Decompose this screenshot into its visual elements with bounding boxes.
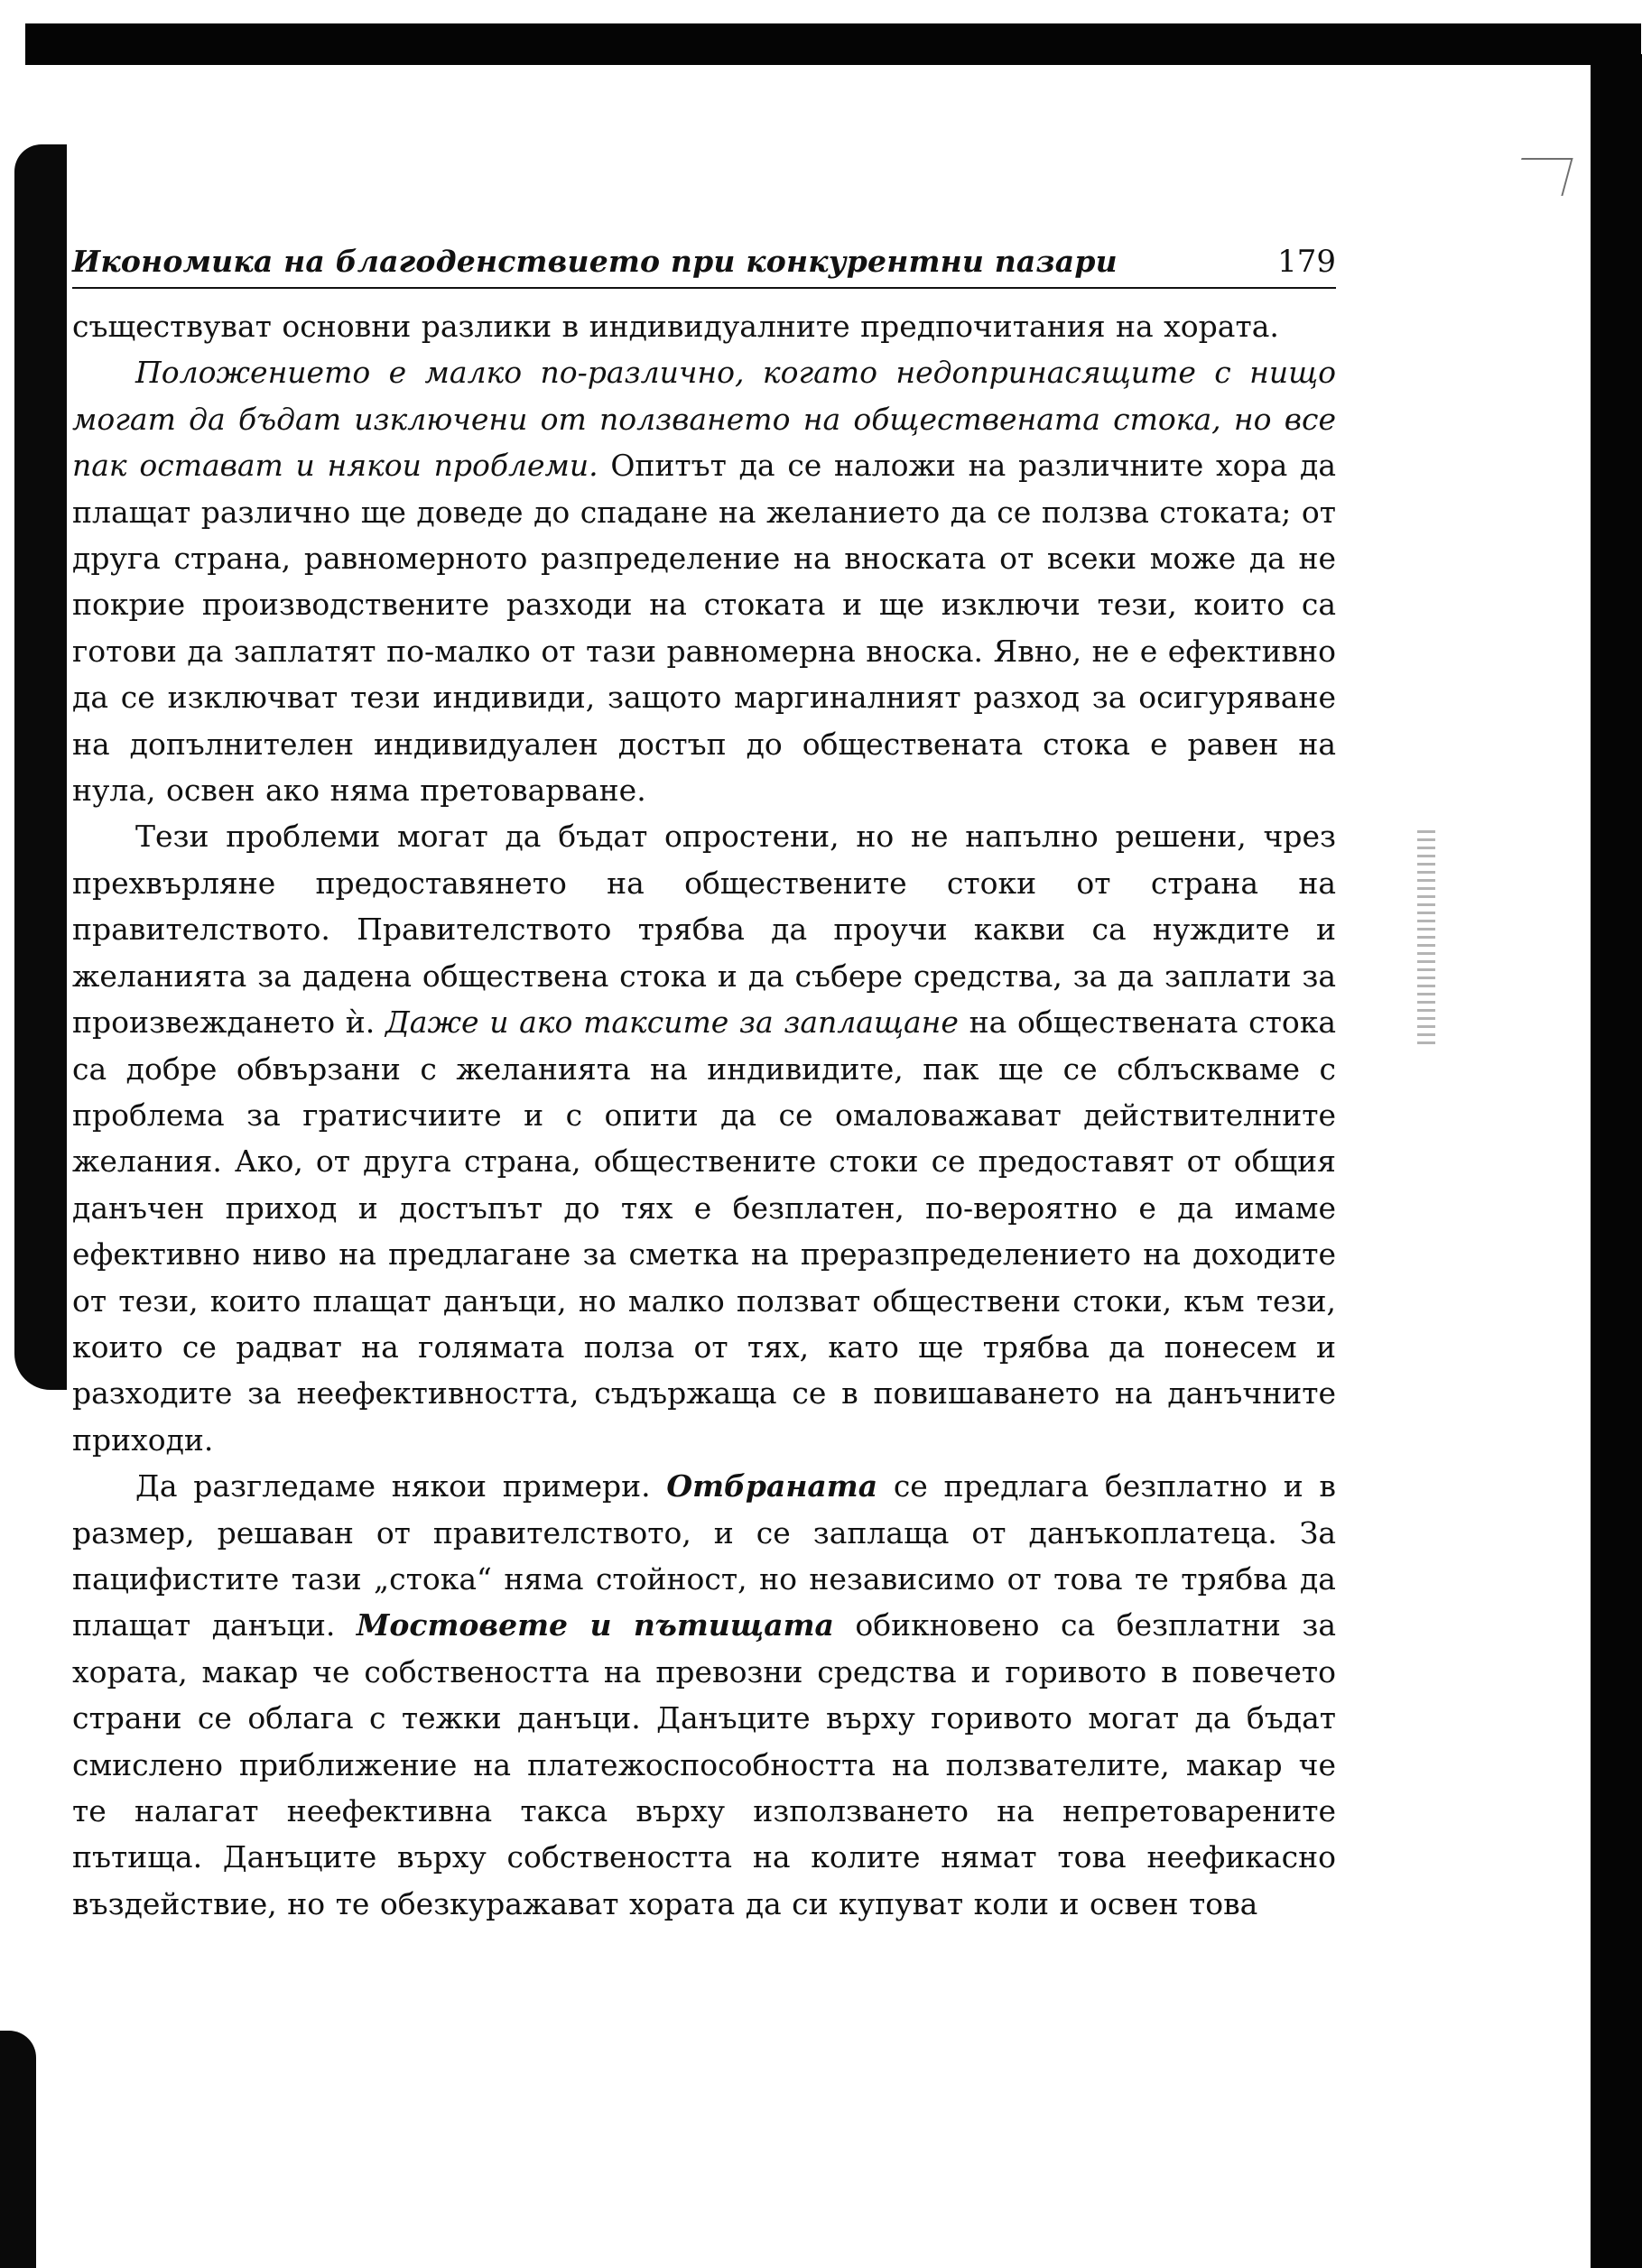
paragraph (72, 1463, 1336, 1927)
scan-shadow-left (14, 144, 67, 1390)
paragraph-continued (72, 303, 1336, 349)
running-title: Икономика на благоденствието при конкурентни пазари (72, 244, 1118, 279)
paragraph (72, 813, 1336, 1463)
scan-noise-marks (1417, 830, 1435, 1047)
paragraph-italic-lead: Положението е малко по-различно, когато недопринасящите с нищо могат да бъдат изключени от ползването на обществената стока, но все пак остават и някои проблеми. (72, 355, 1336, 484)
paragraph-text: съществуват основни разлики в индивидуалните предпочитания на хората. (72, 309, 1279, 344)
running-header (72, 244, 1336, 289)
paragraph-text: обикновено са безплатни за хората, макар че собствеността на превозни средства и горивото в повечето страни се облага с тежки данъци. Данъците върху горивото могат да бъдат смислено приближение на платежоспособността на ползвателите, макар че те налагат неефективна такса върху използването на непретоварените пътища. Данъците върху собствеността на колите нямат това неефикасно въздействие, но те обезкуражават хората да си купуват коли и освен това (72, 1607, 1336, 1921)
book-page (72, 244, 1336, 1927)
emphasis-term: Мостовете и пътищата (356, 1607, 834, 1643)
paragraph-text: на обществената стока са добре обвързани с желанията на индивидите, пак ще се сблъскваме с проблема за гратисчиите и с опити да се омаловажават действителните желания. Ако, от друга страна, обществените стоки се предоставят от общия данъчен приход и достъпът до тях е безплатен, по-вероятно е да имаме ефективно ниво на предлагане за сметка на преразпределението на доходите от тези, които плащат данъци, но малко ползват обществени стоки, към тези, които се радват на голямата полза от тях, като ще трябва да понесем и разходите за неефективността, съдържаща се в повишаването на данъчните приходи. (72, 1004, 1336, 1458)
paragraph-text: Тези проблеми могат да бъдат опростени, но не напълно решени, чрез прехвърляне предоставянето на обществените стоки от страна на правителството. Правителството трябва да проучи какви са нуждите и желанията за дадена обществена стока и да събере средства, за да заплати за произвеждането ѝ. (72, 819, 1336, 1041)
scan-shadow-bottom-left (0, 2031, 36, 2268)
paragraph-text: Да разгледаме някои примери. (135, 1468, 667, 1504)
paragraph-text: се предлага безплатно и в размер, решаван от правителството, и се заплаща от данъкоплатеца. За пацифистите тази „стока“ няма стойност, но независимо от това те трябва да плащат данъци. (72, 1468, 1337, 1643)
paragraph (72, 349, 1336, 813)
scan-corner-mark (1511, 158, 1572, 196)
emphasis-term: Отбраната (666, 1468, 878, 1504)
paragraph-italic-phrase: Даже и ако таксите за заплащане (375, 1004, 959, 1041)
page-number: 179 (1277, 244, 1336, 280)
paragraph-text: Опитът да се наложи на различните хора да плащат различно ще доведе до спадане на желанието да се ползва стоката; от друга страна, равномерното разпределение на вноската от всеки може да не покрие производствените разходи на стоката и ще изключи тези, които са готови да заплатят по-малко от тази равномерна вноска. Явно, не е ефективно да се изключват тези индивиди, защото маргиналният разход за осигуряване на допълнителен индивидуален достъп до обществената стока е равен на нула, освен ако няма претоварване. (72, 448, 1336, 809)
scan-border-top (25, 23, 1641, 65)
scan-border-right (1591, 54, 1642, 2268)
